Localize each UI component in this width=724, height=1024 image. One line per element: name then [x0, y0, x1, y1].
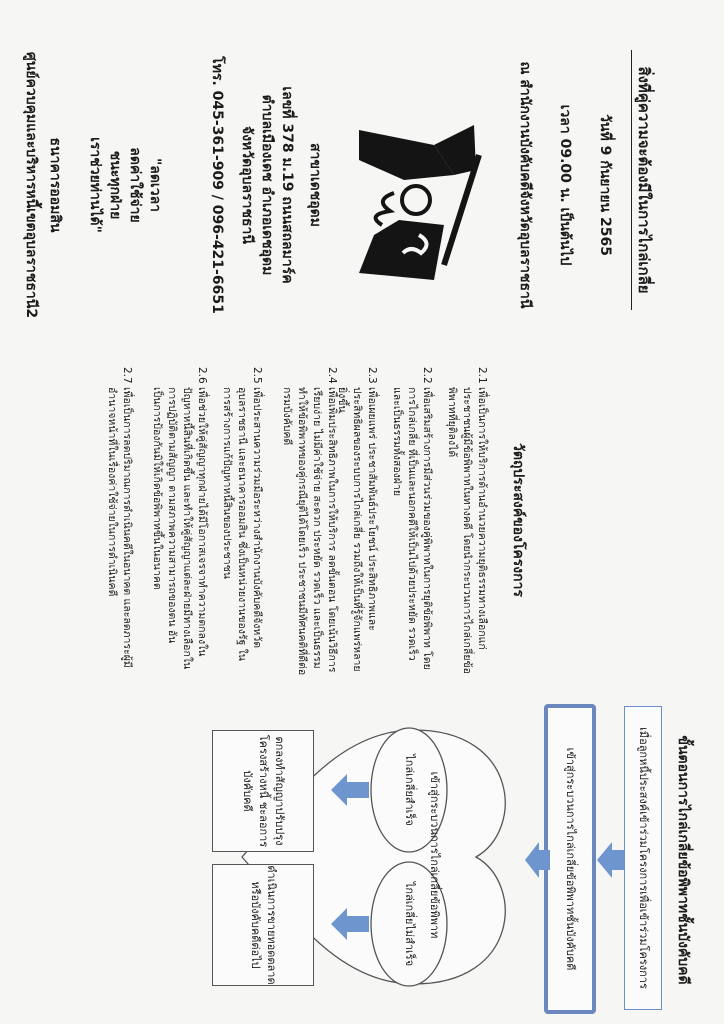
objective-text: เพื่อเป็นการให้บริการด้านอำนวยความยุติธรรมทางเลือกแก่ประชาชนผู้มีข้อพิพาทในทางคดี โดยนำกระบวนการไกล่เกลี่ยข้อพิพาทที่ยุติลงได้	[446, 387, 488, 674]
slogan-line-4: เราช่วยท่านได้"	[87, 137, 103, 233]
objective-text: เพื่อเพิ่มประสิทธิภาพในการให้บริการ ลดขั้นตอน โดยเน้นวิธีการเรียบง่าย ไม่มีค่าใช้จ่าย สะดวก ประหยัด รวดเร็ว และเป็นธรรม ทำให้ข้อพิพาทของคู่กรณียุติได้โดยเร็ว ประชาชนมีทัศนคติที่ดีต่อกรมบังคับคดี	[281, 387, 338, 676]
address-line-2: ตำบลเมืองเดช อำเภอเดชอุดม	[259, 94, 275, 276]
objective-number: 2.3	[366, 367, 378, 384]
phone-numbers: โทร. 045-361-909 / 096-421-6651	[209, 56, 225, 314]
objective-item	[104, 367, 134, 677]
arrow-down-icon	[596, 840, 624, 880]
objective-item	[219, 367, 264, 677]
flow-title: ขั้นตอนการไกล่เกลี่ยข้อพิพาทชั้นบังคับคดี	[675, 735, 691, 985]
organization-unit: ศูนย์ควบคุมและบริหารหนี้เขตอุบลราชธานี2	[23, 51, 39, 319]
objective-text: เพื่อเป็นการลดปริมาณการดำเนินคดีในอนาคต และลดภาระผู้มีอำนาจหน้าที่ในเรื่องค่าใช้จ่ายในการดำเนินคดี	[106, 387, 133, 668]
objectives-panel	[0, 355, 724, 685]
slogan-line-2: ลดค่าใช้จ่าย	[127, 147, 143, 223]
objective-number: 2.4	[326, 367, 338, 384]
event-time: เวลา 09.00 น. เป็นต้นไป	[557, 104, 573, 266]
heart-label: เข้าสู่กระบวนการไกล่เกลี่ยข้อพิพาท	[428, 771, 441, 939]
objective-number: 2.1	[476, 367, 488, 384]
objective-text: เพื่อเสริมสร้างการมีส่วนร่วมของคู่พิพาทในการยุติข้อพิพาท โดยการไกล่เกลี่ย ที่เป็นและนอกคดีให้เป็นไปด้วยประหยัด รวดเร็ว และเป็นธรรมทั้งสองฝ่าย	[391, 387, 433, 670]
venue-line-1: ณ สำนักงานบังคับคดีจังหวัดอุบลราชธานี	[517, 61, 533, 309]
mediation-fail-label: ไกล่เกลี่ยไม่สำเร็จ	[403, 881, 416, 967]
objective-item	[334, 367, 379, 677]
objective-number: 2.5	[251, 367, 263, 384]
process-flow-panel	[0, 690, 724, 1024]
address-line-3: จังหวัดอุบลราชธานี	[239, 126, 255, 244]
organization-name: ธนาคารออมสิน	[47, 137, 63, 233]
objective-text: เพื่อช่วยให้คู่สัญญาทุกฝ่ายได้มีโอกาสเจรจาทำความตกลงในปัญหาหนี้สินที่เกิดขึ้น และทำให้คู่สัญญาแต่ละฝ่ายมีทางเลือกในการปฏิบัติตามสัญญา ตามสภาพความสามารถของตน อันเป็นการป้องกันมิให้เกิดข้อพิพาทขึ้นในอนาคต	[151, 387, 208, 670]
result-restructure-box: ตกลงทำสัญญาปรับปรุงโครงสร้างหนี้ ชะลอการบังคับคดี	[212, 730, 314, 852]
objective-item	[149, 367, 209, 677]
objective-number: 2.6	[196, 367, 208, 384]
address-line-1: เลขที่ 378 ม.19 ถนนสถลมาร์ค	[279, 86, 295, 284]
justice-scales-logo	[344, 115, 494, 285]
objective-item	[444, 367, 489, 677]
objective-number: 2.7	[121, 367, 133, 384]
objectives-heading: วัตถุประสงค์ของโครงการ	[510, 442, 526, 597]
mediation-success-label: ไกล่เกลี่ยสำเร็จ	[403, 754, 416, 826]
announcement-title: สิ่งที่คู่ความจะต้องมีในการไกล่เกลี่ย	[631, 50, 654, 310]
arrow-down-icon	[329, 904, 369, 944]
objective-text: เพื่อประสานความร่วมมือระหว่างสำนักงานบังคับคดีจังหวัดอุบลราชธานี และธนาคารออมสิน ซึ่งเป็นหน่วยงานของรัฐ ในการสร้างการแก้ปัญหาหนี้สินของประชาชน	[221, 387, 263, 661]
objective-item	[389, 367, 434, 677]
arrow-down-icon	[329, 770, 369, 810]
flow-step-apply: เมื่อลูกหนี้ประสงค์เข้าร่วมโครงการเพื่อเข้าร่วมโครงการ	[624, 706, 662, 1010]
objective-number: 2.2	[421, 367, 433, 384]
objective-item	[279, 367, 339, 677]
announcement-panel	[0, 20, 724, 350]
event-date: วันที่ 9 กันยายน 2565	[597, 114, 613, 256]
flow-step-enter-process: เข้าสู่กระบวนการไกล่เกลี่ยข้อพิพาทชั้นบังคับคดี	[544, 704, 596, 1014]
slogan-line-3: ชนะทุกฝ่าย	[107, 150, 123, 220]
slogan-line-1: "ลดเวลา	[147, 157, 163, 213]
venue-line-2: สาขาเดชอุดม	[307, 143, 323, 227]
result-enforcement-box: ดำเนินการขายทอดตลาดหรือบังคับคดีต่อไป	[212, 864, 314, 986]
objective-text: เพื่อเผยแพร่ ประชาสัมพันธ์ประโยชน์ ประสิทธิภาพและประสิทธิผลของระบบการไกล่เกลี่ย รวมถึงให้เป็นที่รู้จักแพร่หลายยิ่งขึ้น	[336, 387, 378, 672]
